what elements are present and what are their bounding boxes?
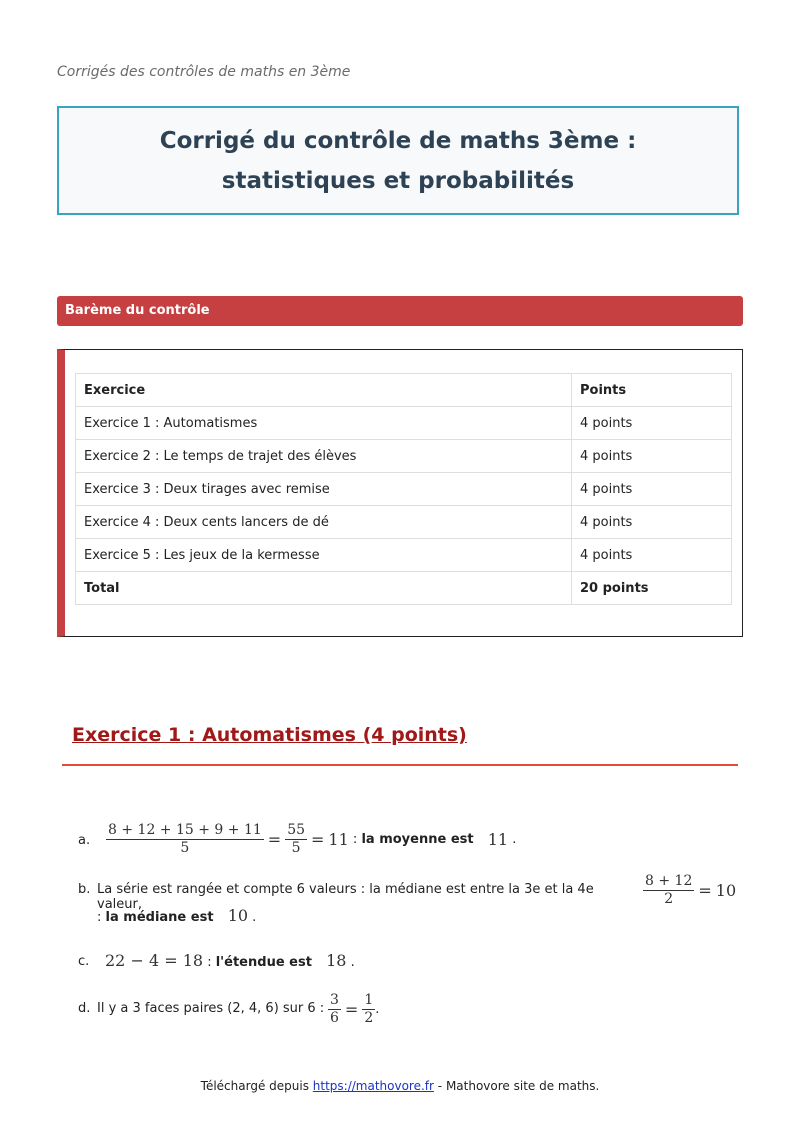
item-b-answer: : la médiane est 10 . [97, 906, 257, 925]
item-b-text: La série est rangée et compte 6 valeurs : la médiane est entre la 3e et la 4e valeur, [97, 882, 594, 912]
table-cell: 4 points [572, 506, 732, 539]
fraction [643, 873, 694, 908]
item-b-math [643, 873, 736, 908]
bareme-table-box [57, 349, 743, 637]
table-row [76, 440, 732, 473]
item-a: $\frac{8 + 12 + 15 + 9 + 11}{5}$ = $\frac{55}{5}$ = 11 : la moyenne est 11 . [108, 822, 517, 856]
item-c: 22 − 4 = 18 : l'étendue est 18 . [105, 951, 355, 970]
answer-text: la moyenne est [361, 832, 474, 847]
answer-value: 11 [487, 830, 509, 849]
fraction-numerator: 3 [330, 992, 339, 1008]
table-cell: Exercice 2 : Le temps de trajet des élèves [76, 440, 572, 473]
table-row [76, 506, 732, 539]
equals-sign: = [698, 881, 712, 900]
fraction-denominator: 2 [364, 1010, 374, 1026]
fraction [328, 992, 341, 1027]
bareme-heading: Barème du contrôle [57, 296, 743, 326]
header-note: Corrigés des contrôles de maths en 3ème [57, 64, 351, 80]
table-cell: 4 points [572, 473, 732, 506]
equals-sign: = [344, 1000, 359, 1019]
table-cell: Exercice 5 : Les jeux de la kermesse [76, 539, 572, 572]
footer [0, 1079, 800, 1093]
column-header-points: Points [572, 374, 732, 407]
fraction-denominator: 2 [664, 891, 674, 907]
item-d-math: $\frac{3}{6}$ = $\frac{1}{2}$ . [330, 992, 380, 1026]
table-row [76, 473, 732, 506]
fraction-denominator: 6 [330, 1010, 339, 1026]
table-row [76, 407, 732, 440]
total-label: Total [76, 572, 572, 605]
bareme-table [75, 373, 732, 605]
answer-text: la médiane est [105, 910, 214, 925]
exercise-title: Exercice 1 : Automatismes (4 points) [72, 724, 467, 746]
table-cell: Exercice 3 : Deux tirages avec remise [76, 473, 572, 506]
item-c-label: c. [78, 954, 90, 969]
table-cell: 4 points [572, 440, 732, 473]
column-header-exercice: Exercice [76, 374, 572, 407]
fraction-numerator: 1 [364, 992, 374, 1008]
item-a-label: a. [78, 833, 91, 848]
item-d-label: d. [78, 1001, 91, 1016]
table-cell: 4 points [572, 539, 732, 572]
fraction-denominator: 5 [291, 840, 301, 856]
fraction-numerator: 55 [287, 822, 306, 838]
table-cell: Exercice 1 : Automatismes [76, 407, 572, 440]
answer-value: 10 [227, 906, 249, 925]
answer-text: l'étendue est [215, 955, 312, 970]
fraction-denominator: 5 [180, 840, 190, 856]
fraction [106, 822, 264, 857]
table-header-row [76, 374, 732, 407]
answer-value: 18 [326, 951, 347, 970]
item-b-label: b. [78, 882, 91, 897]
math-expression: 22 − 4 = 18 [105, 951, 204, 970]
table-total-row [76, 572, 732, 605]
equals-sign: = [311, 830, 325, 849]
table-row [76, 539, 732, 572]
footer-prefix: Téléchargé depuis [200, 1079, 309, 1093]
fraction [362, 992, 375, 1027]
total-value: 20 points [572, 572, 732, 605]
table-cell: 4 points [572, 407, 732, 440]
table-cell: Exercice 4 : Deux cents lancers de dé [76, 506, 572, 539]
page-title: Corrigé du contrôle de maths 3ème : statistiques et probabilités [159, 127, 637, 194]
fraction-numerator: 8 + 12 [645, 873, 693, 889]
math-result: 11 [328, 830, 349, 849]
fraction-numerator: 8 + 12 + 15 + 9 + 11 [108, 822, 262, 838]
math-result: 10 [715, 881, 737, 900]
equals-sign: = [267, 830, 282, 849]
item-d-text: Il y a 3 faces paires (2, 4, 6) sur 6 : [97, 1001, 325, 1016]
fraction [285, 822, 307, 857]
exercise-divider [62, 764, 738, 766]
footer-suffix: - Mathovore site de maths. [437, 1079, 600, 1093]
title-box [57, 106, 739, 215]
footer-link[interactable]: https://mathovore.fr [312, 1079, 434, 1093]
